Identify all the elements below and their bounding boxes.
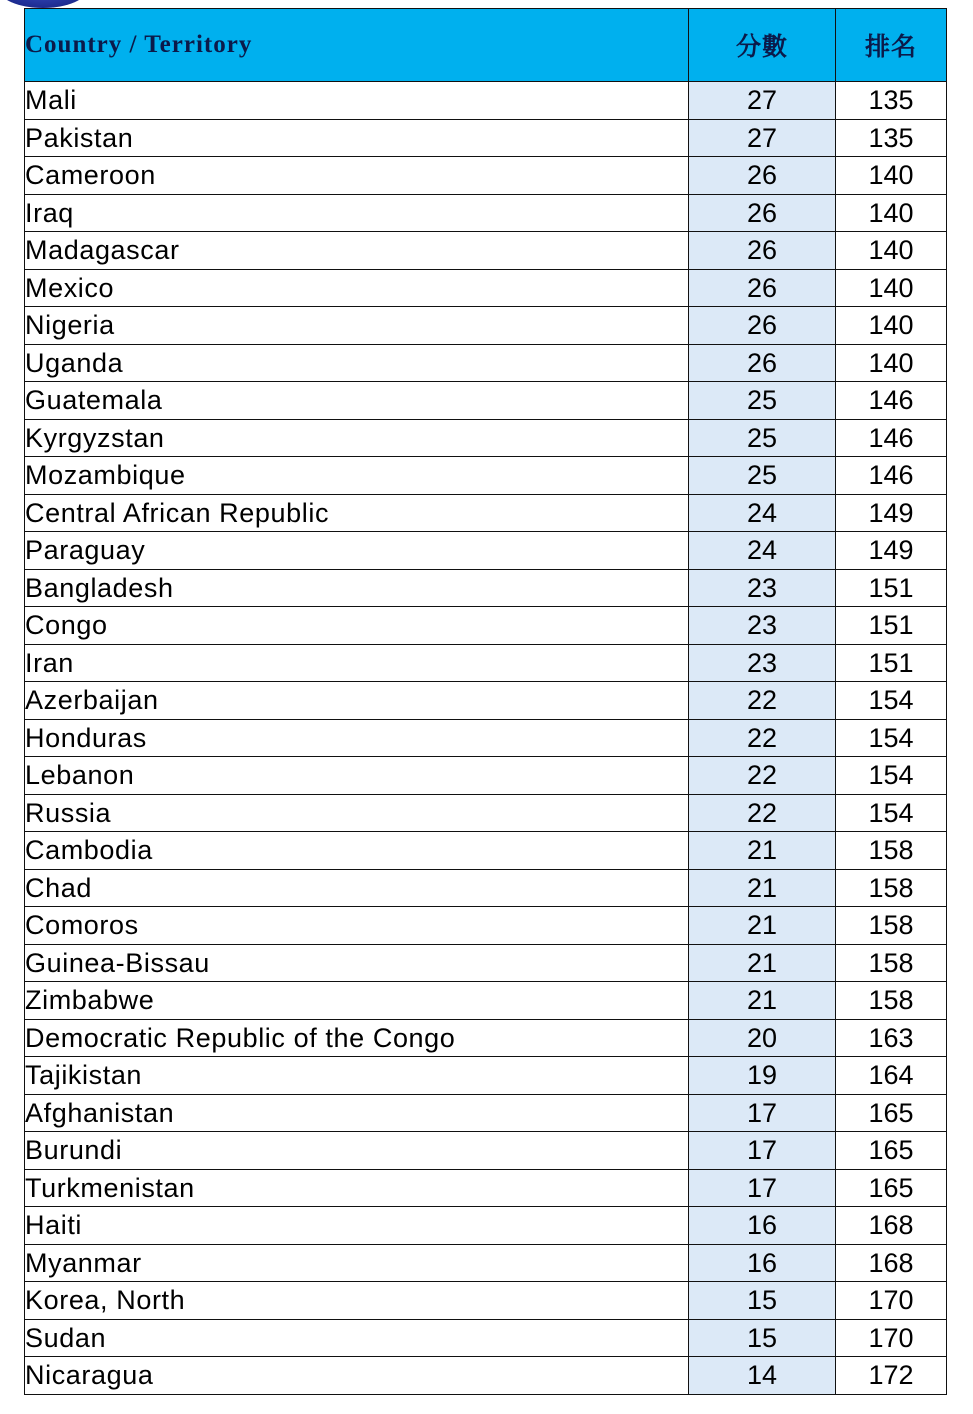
- table-row: [25, 682, 947, 720]
- table-row: [25, 194, 947, 232]
- table-row: [25, 1094, 947, 1132]
- score-cell: 22: [689, 757, 836, 795]
- country-cell: Uganda: [25, 344, 689, 382]
- rank-cell: 151: [836, 569, 947, 607]
- table-row: [25, 1319, 947, 1357]
- table-row: [25, 344, 947, 382]
- rank-cell: 151: [836, 644, 947, 682]
- rank-cell: 135: [836, 82, 947, 120]
- country-cell: Guinea-Bissau: [25, 944, 689, 982]
- score-cell: 22: [689, 682, 836, 720]
- table-row: [25, 719, 947, 757]
- country-cell: Mozambique: [25, 457, 689, 495]
- table-row: [25, 419, 947, 457]
- table-row: [25, 1132, 947, 1170]
- country-cell: Nigeria: [25, 307, 689, 345]
- table-row: [25, 1282, 947, 1320]
- rank-cell: 158: [836, 982, 947, 1020]
- rank-cell: 146: [836, 419, 947, 457]
- country-cell: Madagascar: [25, 232, 689, 270]
- country-cell: Chad: [25, 869, 689, 907]
- table-row: [25, 1244, 947, 1282]
- country-cell: Russia: [25, 794, 689, 832]
- country-cell: Pakistan: [25, 119, 689, 157]
- rank-cell: 135: [836, 119, 947, 157]
- score-cell: 17: [689, 1094, 836, 1132]
- score-cell: 21: [689, 944, 836, 982]
- logo-fragment: [0, 0, 88, 8]
- score-cell: 17: [689, 1132, 836, 1170]
- score-cell: 26: [689, 194, 836, 232]
- table-header-row: [25, 9, 947, 82]
- table-row: [25, 1207, 947, 1245]
- country-cell: Cameroon: [25, 157, 689, 195]
- score-cell: 15: [689, 1282, 836, 1320]
- score-cell: 23: [689, 644, 836, 682]
- table-row: [25, 907, 947, 945]
- country-cell: Nicaragua: [25, 1357, 689, 1395]
- score-cell: 26: [689, 307, 836, 345]
- score-cell: 20: [689, 1019, 836, 1057]
- table-row: [25, 382, 947, 420]
- score-cell: 26: [689, 269, 836, 307]
- table-row: [25, 1057, 947, 1095]
- score-cell: 16: [689, 1207, 836, 1245]
- rank-cell: 164: [836, 1057, 947, 1095]
- table-row: [25, 944, 947, 982]
- rank-cell: 140: [836, 307, 947, 345]
- country-cell: Mali: [25, 82, 689, 120]
- country-cell: Iran: [25, 644, 689, 682]
- table-row: [25, 532, 947, 570]
- rank-cell: 165: [836, 1132, 947, 1170]
- score-cell: 27: [689, 82, 836, 120]
- score-cell: 19: [689, 1057, 836, 1095]
- score-cell: 14: [689, 1357, 836, 1395]
- rank-cell: 158: [836, 869, 947, 907]
- rank-cell: 149: [836, 532, 947, 570]
- rank-cell: 172: [836, 1357, 947, 1395]
- country-cell: Kyrgyzstan: [25, 419, 689, 457]
- table-row: [25, 232, 947, 270]
- country-cell: Lebanon: [25, 757, 689, 795]
- rank-cell: 165: [836, 1169, 947, 1207]
- score-cell: 21: [689, 982, 836, 1020]
- country-cell: Bangladesh: [25, 569, 689, 607]
- rank-cell: 146: [836, 457, 947, 495]
- table-row: [25, 832, 947, 870]
- country-cell: Central African Republic: [25, 494, 689, 532]
- score-cell: 25: [689, 419, 836, 457]
- country-cell: Paraguay: [25, 532, 689, 570]
- score-cell: 26: [689, 344, 836, 382]
- table-row: [25, 794, 947, 832]
- rank-cell: 165: [836, 1094, 947, 1132]
- country-cell: Congo: [25, 607, 689, 645]
- score-cell: 21: [689, 832, 836, 870]
- score-cell: 24: [689, 494, 836, 532]
- rank-cell: 140: [836, 232, 947, 270]
- score-cell: 22: [689, 719, 836, 757]
- country-cell: Comoros: [25, 907, 689, 945]
- score-cell: 24: [689, 532, 836, 570]
- rank-cell: 140: [836, 269, 947, 307]
- country-cell: Tajikistan: [25, 1057, 689, 1095]
- score-cell: 22: [689, 794, 836, 832]
- table-row: [25, 82, 947, 120]
- country-cell: Democratic Republic of the Congo: [25, 1019, 689, 1057]
- country-cell: Guatemala: [25, 382, 689, 420]
- rank-cell: 158: [836, 832, 947, 870]
- rank-cell: 154: [836, 794, 947, 832]
- header-score: 分數: [689, 9, 836, 82]
- score-cell: 26: [689, 157, 836, 195]
- table-row: [25, 869, 947, 907]
- score-cell: 23: [689, 607, 836, 645]
- rank-cell: 149: [836, 494, 947, 532]
- rank-cell: 168: [836, 1244, 947, 1282]
- country-cell: Korea, North: [25, 1282, 689, 1320]
- rank-cell: 170: [836, 1282, 947, 1320]
- country-cell: Burundi: [25, 1132, 689, 1170]
- rank-cell: 140: [836, 344, 947, 382]
- country-cell: Turkmenistan: [25, 1169, 689, 1207]
- rank-cell: 158: [836, 944, 947, 982]
- country-cell: Haiti: [25, 1207, 689, 1245]
- table-row: [25, 1019, 947, 1057]
- country-cell: Mexico: [25, 269, 689, 307]
- table-row: [25, 982, 947, 1020]
- score-cell: 25: [689, 382, 836, 420]
- rank-cell: 154: [836, 757, 947, 795]
- table-row: [25, 307, 947, 345]
- score-cell: 21: [689, 869, 836, 907]
- score-cell: 17: [689, 1169, 836, 1207]
- rank-cell: 140: [836, 194, 947, 232]
- country-cell: Azerbaijan: [25, 682, 689, 720]
- table-body: [25, 82, 947, 1395]
- header-rank: 排名: [836, 9, 947, 82]
- table-row: [25, 157, 947, 195]
- country-cell: Cambodia: [25, 832, 689, 870]
- country-cell: Afghanistan: [25, 1094, 689, 1132]
- country-cell: Myanmar: [25, 1244, 689, 1282]
- rank-cell: 158: [836, 907, 947, 945]
- table-row: [25, 644, 947, 682]
- score-cell: 21: [689, 907, 836, 945]
- country-cell: Iraq: [25, 194, 689, 232]
- table-row: [25, 457, 947, 495]
- score-cell: 27: [689, 119, 836, 157]
- rank-cell: 154: [836, 682, 947, 720]
- table-row: [25, 757, 947, 795]
- table-row: [25, 494, 947, 532]
- table-row: [25, 1169, 947, 1207]
- country-cell: Honduras: [25, 719, 689, 757]
- score-cell: 15: [689, 1319, 836, 1357]
- table-row: [25, 569, 947, 607]
- header-country: Country / Territory: [25, 9, 689, 82]
- rank-cell: 163: [836, 1019, 947, 1057]
- country-cell: Sudan: [25, 1319, 689, 1357]
- rank-cell: 151: [836, 607, 947, 645]
- page-title-fragment: [130, 0, 600, 4]
- table-row: [25, 269, 947, 307]
- score-cell: 26: [689, 232, 836, 270]
- score-cell: 23: [689, 569, 836, 607]
- country-cell: Zimbabwe: [25, 982, 689, 1020]
- rank-cell: 154: [836, 719, 947, 757]
- rank-cell: 146: [836, 382, 947, 420]
- table-row: [25, 1357, 947, 1395]
- table-row: [25, 607, 947, 645]
- rank-cell: 140: [836, 157, 947, 195]
- ranking-table: [24, 8, 947, 1395]
- table-row: [25, 119, 947, 157]
- rank-cell: 168: [836, 1207, 947, 1245]
- score-cell: 25: [689, 457, 836, 495]
- rank-cell: 170: [836, 1319, 947, 1357]
- score-cell: 16: [689, 1244, 836, 1282]
